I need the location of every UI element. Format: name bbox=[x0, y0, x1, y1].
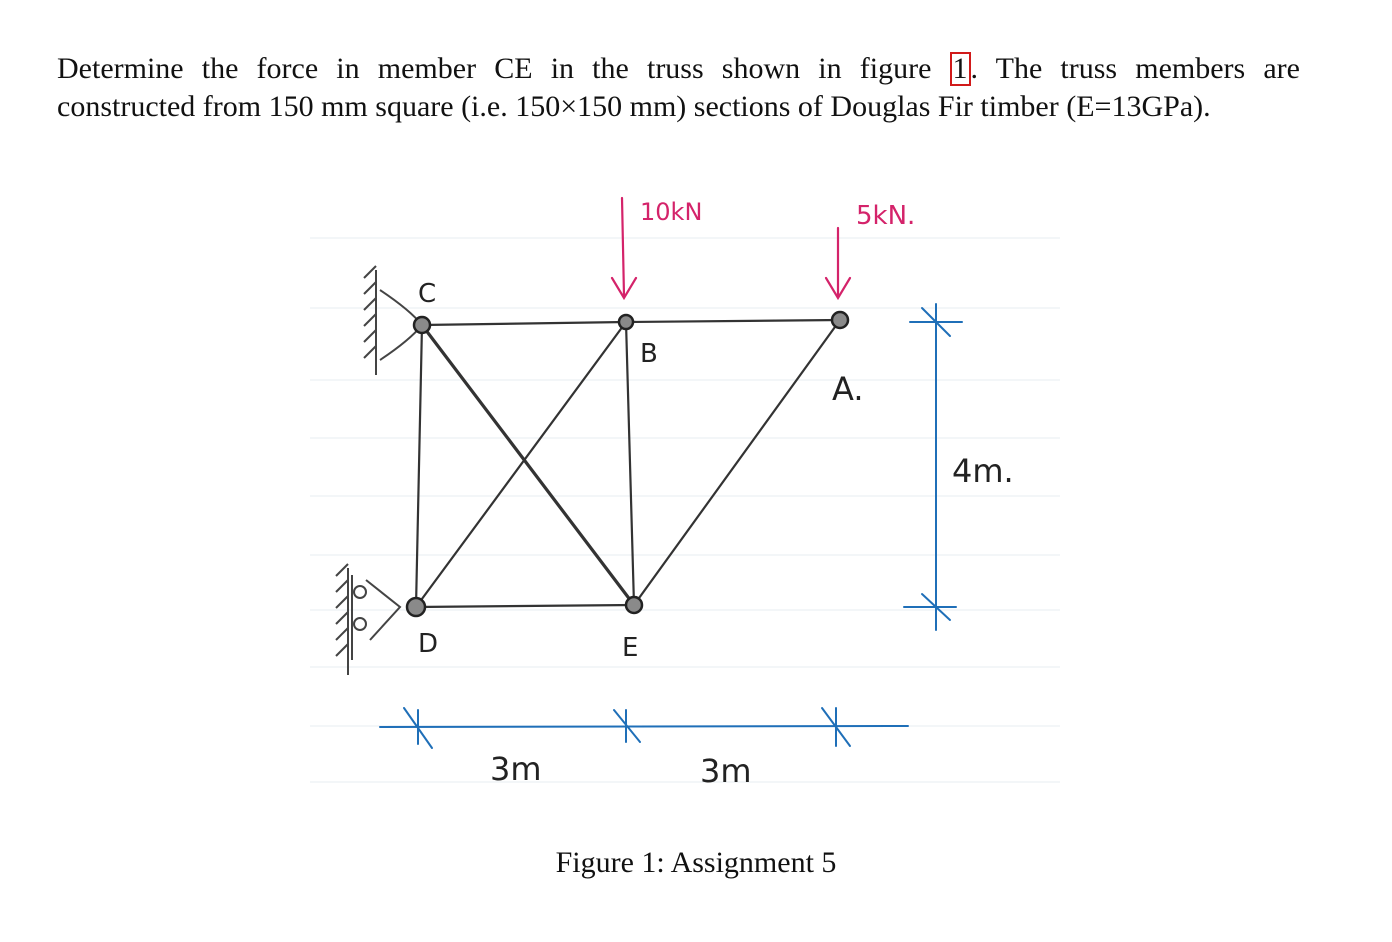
problem-statement bbox=[57, 50, 1300, 126]
dimension-span bbox=[380, 708, 908, 748]
dimension-label-span-right: 3m bbox=[700, 752, 752, 790]
load-arrow-B bbox=[612, 198, 636, 298]
joint-B bbox=[619, 315, 633, 329]
wall-support-bottom bbox=[336, 564, 400, 675]
dimension-label-span-left: 3m bbox=[490, 750, 542, 788]
figure-caption: Figure 1: Assignment 5 bbox=[555, 846, 837, 879]
joint-A bbox=[832, 312, 848, 328]
dimension-label-height: 4m. bbox=[952, 452, 1014, 490]
problem-line-1 bbox=[57, 50, 1300, 88]
member-BA bbox=[626, 320, 840, 322]
member-CE bbox=[422, 325, 634, 605]
member-CD bbox=[416, 325, 422, 607]
node-label-E: E bbox=[622, 633, 639, 663]
problem-text-after-ref: . The truss members are bbox=[970, 52, 1300, 85]
node-label-A: A. bbox=[832, 370, 864, 408]
node-label-C: C bbox=[418, 279, 437, 309]
truss-members bbox=[416, 320, 840, 607]
joint-E bbox=[626, 597, 642, 613]
member-EA bbox=[634, 320, 840, 605]
load-label-5kN: 5kN. bbox=[856, 201, 916, 231]
member-CB bbox=[422, 322, 626, 325]
node-label-D: D bbox=[418, 629, 439, 659]
joint-C bbox=[414, 317, 430, 333]
load-label-10kN: 10kN bbox=[640, 198, 703, 226]
problem-line-2: constructed from 150 mm square (i.e. 150×150 mm) sections of Douglas Fir timber (E=13GPa). bbox=[57, 90, 1211, 123]
member-DE bbox=[416, 605, 634, 607]
figure-reference-link[interactable]: 1 bbox=[950, 52, 971, 86]
member-DB bbox=[416, 322, 626, 607]
truss-figure bbox=[300, 170, 1080, 820]
node-label-B: B bbox=[640, 339, 658, 369]
wall-support-top bbox=[364, 266, 422, 375]
problem-text-before-ref: Determine the force in member CE in the truss shown in figure bbox=[57, 52, 950, 85]
joint-D bbox=[407, 598, 425, 616]
member-BE bbox=[626, 322, 634, 605]
